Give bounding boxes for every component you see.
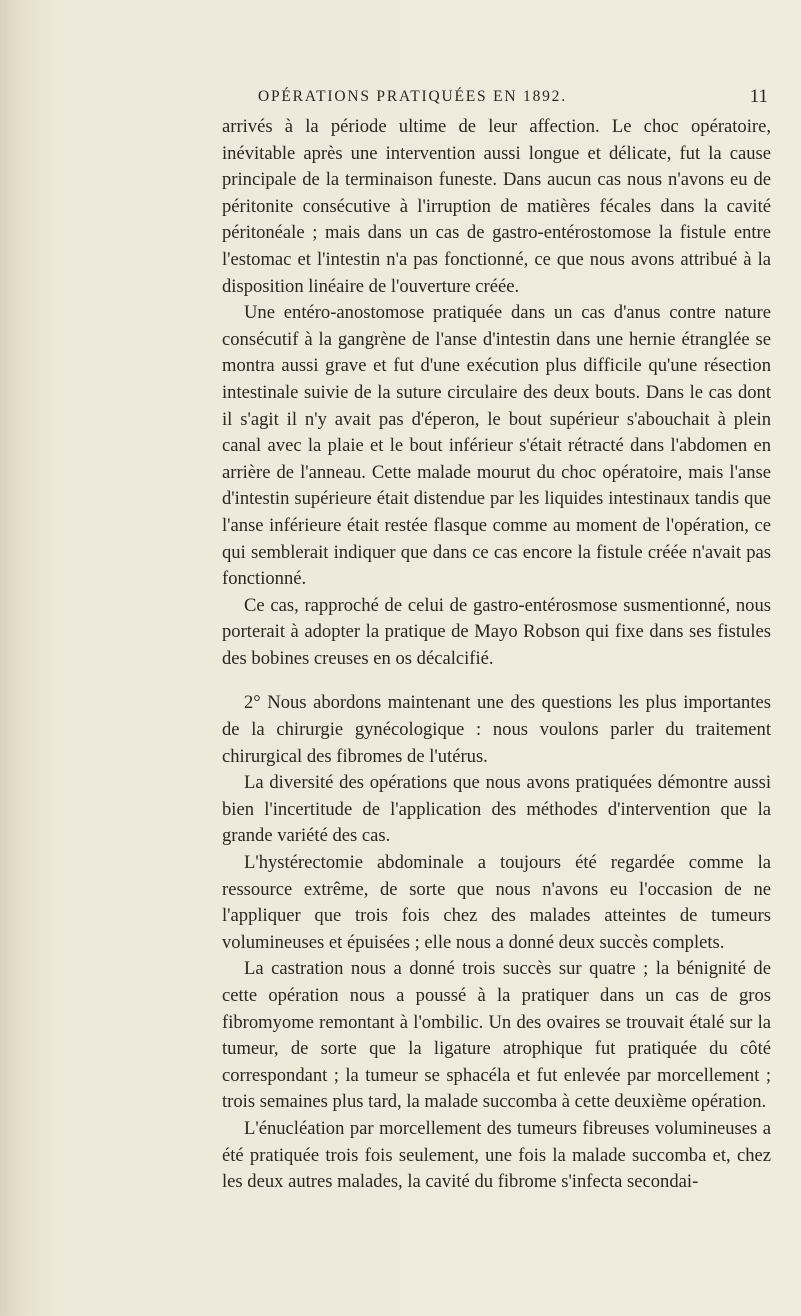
body-text [222, 114, 771, 1196]
paragraph: L'énucléation par morcellement des tumeurs fibreuses volumineuses a été pratiquée trois fois seulement, une fois la malade succomba et, chez les deux autres malades, la cavité du fibrome s'infecta secondai- [222, 1117, 771, 1193]
page-header [228, 88, 768, 114]
paragraph: 2° Nous abordons maintenant une des questions les plus importantes de la chirurgie gynécologique : nous voulons parler du traitement chirurgical des fibromes de l'utérus. [222, 692, 771, 767]
paragraph: La castration nous a donné trois succès sur quatre ; la bénignité de cette opération nous a poussé à la pratiquer dans un cas de gros fibromyome remontant à l'ombilic. Un des ovaires se trouvait étalé sur la tumeur, de sorte que la ligature atrophique fut pratiquée du côté correspondant ; la tumeur se sphacéla et fut enlevée par morcellement ; trois semaines plus tard, la malade succomba à cette deuxième opération. [222, 958, 771, 1113]
running-title: OPÉRATIONS PRATIQUÉES EN 1892. [258, 88, 567, 105]
paragraph: La diversité des opérations que nous avons pratiquées démontre aussi bien l'incertitude de l'application des méthodes d'intervention que la grande variété des cas. [222, 772, 771, 847]
paragraph: Ce cas, rapproché de celui de gastro-entérosmose susmentionné, nous porterait à adopter la pratique de Mayo Robson qui fixe dans ses fistules des bobines creuses en os décalcifié. [222, 594, 771, 669]
paragraph-gap [222, 672, 771, 690]
paragraph: Une entéro-anostomose pratiquée dans un cas d'anus contre nature consécutif à la gangrène de l'anse d'intestin dans une hernie étranglée se montra aussi grave et fut d'une exécution plus difficile qu'une résection intestinale suivie de la suture circulaire des deux bouts. Dans le cas dont il s'agit il n'y avait pas d'éperon, le bout supérieur s'abouchait à plein canal avec la plaie et le bout inférieur s'était rétracté dans l'abdomen en arrière de l'anneau. Cette malade mourut du choc opératoire, mais l'anse d'intestin supérieure était distendue par les liquides intestinaux tandis que l'anse inférieure était restée flasque comme au moment de l'opération, ce qui semblerait indiquer que dans ce cas encore la fistule créée n'avait pas fonctionné. [222, 302, 771, 590]
paragraph: L'hystérectomie abdominale a toujours été regardée comme la ressource extrême, de sorte que nous n'avons eu l'occasion de ne l'appliquer que trois fois chez des malades atteintes de tumeurs volumineuses et épuisées ; elle nous a donné deux succès complets. [222, 852, 771, 953]
page-number: 11 [749, 86, 768, 107]
paragraph: arrivés à la période ultime de leur affection. Le choc opératoire, inévitable après une intervention aussi longue et délicate, fut la cause principale de la terminaison funeste. Dans aucun cas nous n'avons eu de péritonite consécutive à l'irruption de matières fécales dans la cavité péritonéale ; mais dans un cas de gastro-entérostomose la fistule entre l'estomac et l'intestin n'a pas fonctionné, ce que nous avons attribué à la disposition linéaire de l'ouverture créée. [222, 116, 771, 297]
